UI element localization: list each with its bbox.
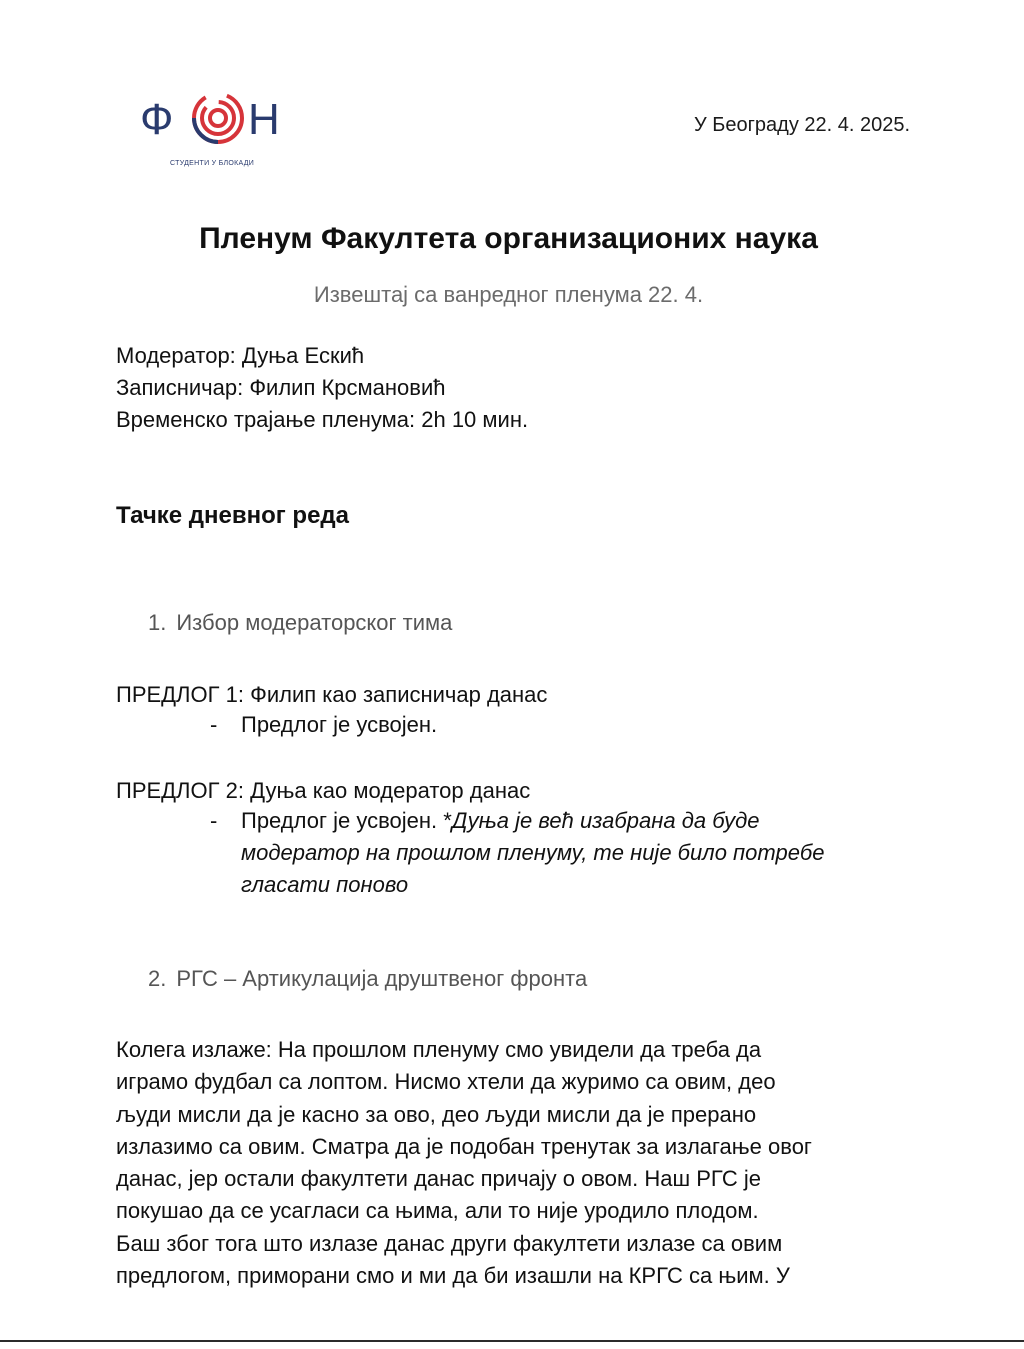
logo-rings-icon: [194, 94, 242, 142]
meeting-meta: [116, 340, 528, 436]
agenda-point-number: 1.: [148, 610, 167, 635]
agenda-heading: Тачке дневног реда: [116, 502, 350, 529]
paragraph-line: излазимо са овим. Сматра да је подобан тренутак за излагање овог: [116, 1133, 812, 1159]
paragraph-line: покушао да се усагласи са њима, али то није уродило плодом.: [116, 1198, 759, 1224]
agenda-point-2: [148, 966, 587, 992]
paragraph-line: играмо фудбал са лоптом. Нисмо хтели да журимо са овим, део: [116, 1069, 776, 1095]
proposal-2-result-text: Предлог је усвојен. *: [241, 808, 452, 833]
paragraph-line: предлогом, приморани смо и ми да би изашли на КРГС са њим. У: [116, 1263, 790, 1289]
duration-line: Временско трајање пленума: 2h 10 мин.: [116, 407, 529, 432]
document-date: У Београду 22. 4. 2025.: [694, 114, 911, 136]
logo-letter-ef: Ф: [140, 95, 174, 144]
proposal-2-note-line-1: Дуња је већ изабрана да буде: [451, 808, 760, 833]
proposal-1-label: ПРЕДЛОГ 1: Филип као записничар данас: [116, 682, 548, 707]
agenda-point-number: 2.: [148, 966, 167, 991]
proposal-2-label: ПРЕДЛОГ 2: Дуња као модератор данас: [116, 778, 531, 803]
proposal-1-result-text: Предлог је усвојен.: [241, 712, 438, 737]
logo-caption: СТУДЕНТИ У БЛОКАДИ: [170, 160, 255, 167]
discussion-paragraph: [116, 1034, 906, 1292]
paragraph-line: данас, јер остали факултети данас причају о овом. Наш РГС је: [116, 1166, 761, 1192]
paragraph-line: људи мисли да је касно за ово, део људи мисли да је прерано: [116, 1101, 757, 1127]
agenda-point-label: Избор модераторског тима: [176, 610, 453, 635]
faculty-logo: [140, 88, 300, 178]
agenda-point-label: РГС – Артикулација друштвеног фронта: [176, 966, 588, 991]
agenda-point-1: [148, 610, 452, 636]
page-bottom-edge: [0, 1340, 1024, 1342]
paragraph-line: Баш због тога што излазе данас други факултети излазе са овим: [116, 1230, 783, 1256]
proposal-2-note-line-2: модератор на прошлом пленуму, те није било потребе: [241, 840, 825, 865]
fon-logo-icon: [140, 88, 300, 158]
recorder-line: Записничар: Филип Крсмановић: [116, 375, 446, 400]
moderator-line: Модератор: Дуња Ескић: [116, 343, 365, 368]
bullet-dash: -: [210, 712, 218, 737]
proposal-1-result: [210, 709, 900, 741]
proposal-2-result: [210, 805, 900, 901]
document-title: Пленум Факултета организационих наука: [199, 222, 818, 255]
logo-letter-en: Н: [248, 95, 280, 144]
proposal-2-note-line-3: гласати поново: [241, 872, 409, 897]
document-subtitle: Извештај са ванредног пленума 22. 4.: [313, 282, 704, 307]
paragraph-line: Колега излаже: На прошлом пленуму смо увидели да треба да: [116, 1037, 762, 1062]
bullet-dash: -: [210, 808, 218, 833]
